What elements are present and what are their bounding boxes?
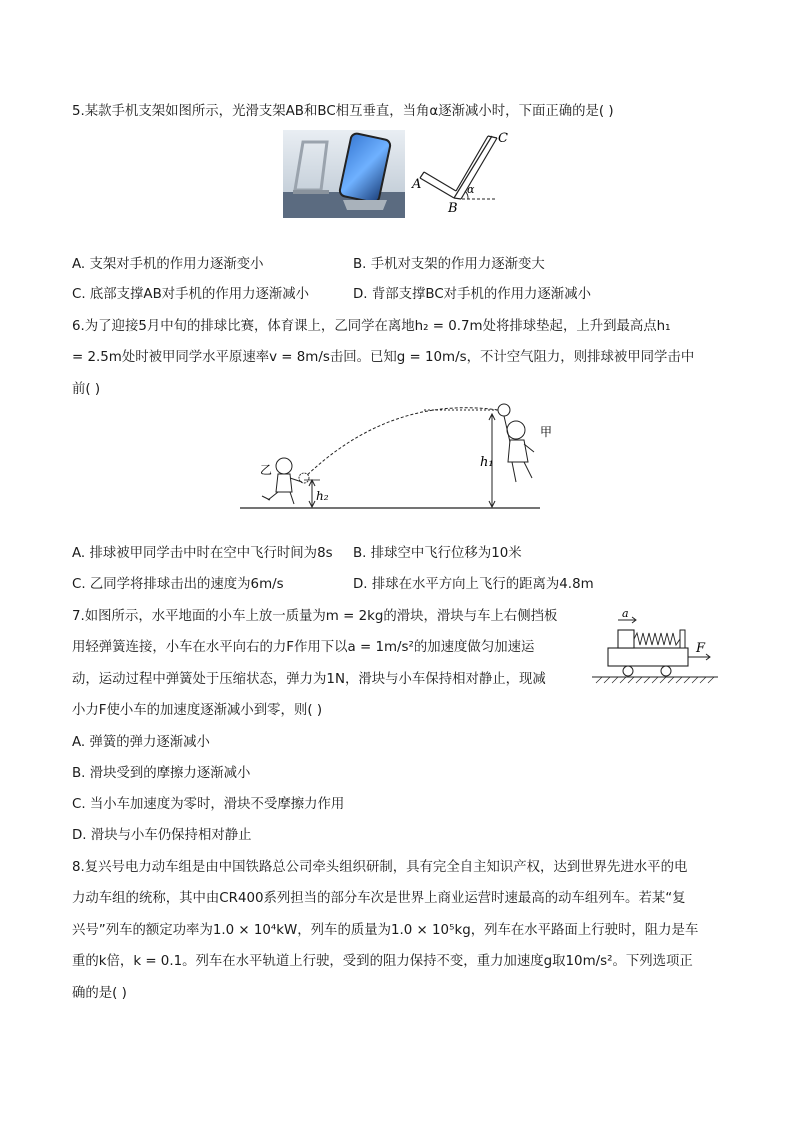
q8-stem-line3: 兴号”列车的额定功率为1.0 × 10⁴kW，列车的质量为1.0 × 10⁵kg，列车在水平路面上行驶时，阻力是车: [72, 923, 699, 938]
q6-option-b[interactable]: B. 排球空中飞行位移为10米: [353, 546, 522, 561]
q7-stem-line3: 动，运动过程中弹簧处于压缩状态，弹力为1N，滑块与小车保持相对静止，现减: [72, 672, 546, 687]
q6-stem-line3: 前( ): [72, 382, 101, 397]
q8-stem-line1: 8.复兴号电力动车组是由中国铁路总公司牵头组织研制，具有完全自主知识产权，达到世界先进水平的电: [72, 860, 688, 875]
q6-stem-line1: 6.为了迎接5月中旬的排球比赛，体育课上，乙同学在离地h₂ = 0.7m处将排球垫起，上升到最高点h₁: [72, 319, 671, 334]
q5-label-b: B: [448, 201, 458, 216]
q7-label-f: F: [696, 641, 706, 656]
q8-stem-line5: 确的是( ): [72, 986, 127, 1001]
q6-option-a[interactable]: A. 排球被甲同学击中时在空中飞行时间为8s: [72, 546, 333, 561]
q5-label-a: A: [412, 177, 422, 192]
q6-volleyball-diagram: [240, 400, 553, 512]
q6-label-jia: 甲: [540, 425, 553, 439]
q7-option-d[interactable]: D. 滑块与小车仍保持相对静止: [72, 828, 252, 843]
q6-option-c[interactable]: C. 乙同学将排球击出的速度为6m/s: [72, 577, 284, 592]
q8-stem-line2: 力动车组的统称，其中由CR400系列担当的部分车次是世界上商业运营时速最高的动车组列车。若某“复: [72, 891, 686, 906]
q7-stem-line4: 小力F使小车的加速度逐渐减小到零，则( ): [72, 703, 323, 718]
q7-cart-diagram: [592, 608, 722, 688]
q5-label-c: C: [498, 131, 508, 146]
q5-option-d[interactable]: D. 背部支撑BC对手机的作用力逐渐减小: [353, 287, 591, 302]
q6-option-d[interactable]: D. 排球在水平方向上飞行的距离为4.8m: [353, 577, 594, 592]
q5-stand-diagram: [412, 128, 522, 218]
q5-label-alpha: α: [467, 183, 475, 196]
q6-label-h1: h₁: [480, 455, 494, 470]
q5-option-b[interactable]: B. 手机对支架的作用力逐渐变大: [353, 257, 545, 272]
q7-label-a: a: [622, 607, 629, 620]
q5-option-c[interactable]: C. 底部支撑AB对手机的作用力逐渐减小: [72, 287, 310, 302]
q7-stem-line1: 7.如图所示，水平地面的小车上放一质量为m = 2kg的滑块，滑块与车上右侧挡板: [72, 609, 558, 624]
q6-label-yi: 乙: [260, 463, 273, 477]
q7-option-b[interactable]: B. 滑块受到的摩擦力逐渐减小: [72, 766, 251, 781]
q5-phone-stand-photo: [283, 130, 405, 218]
q6-label-h2: h₂: [316, 489, 329, 503]
q6-stem-line2: = 2.5m处时被甲同学水平原速率v = 8m/s击回。已知g = 10m/s，不计空气阻力，则排球被甲同学击中: [72, 350, 695, 365]
q5-option-a[interactable]: A. 支架对手机的作用力逐渐变小: [72, 257, 264, 272]
q5-stem: 5.某款手机支架如图所示，光滑支架AB和BC相互垂直，当角α逐渐减小时，下面正确的是( ): [72, 104, 614, 119]
q7-option-c[interactable]: C. 当小车加速度为零时，滑块不受摩擦力作用: [72, 797, 345, 812]
q8-stem-line4: 重的k倍，k = 0.1。列车在水平轨道上行驶，受到的阻力保持不变，重力加速度g取10m/s²。下列选项正: [72, 954, 693, 969]
q7-option-a[interactable]: A. 弹簧的弹力逐渐减小: [72, 735, 210, 750]
q7-stem-line2: 用轻弹簧连接，小车在水平向右的力F作用下以a = 1m/s²的加速度做匀加速运: [72, 640, 535, 655]
